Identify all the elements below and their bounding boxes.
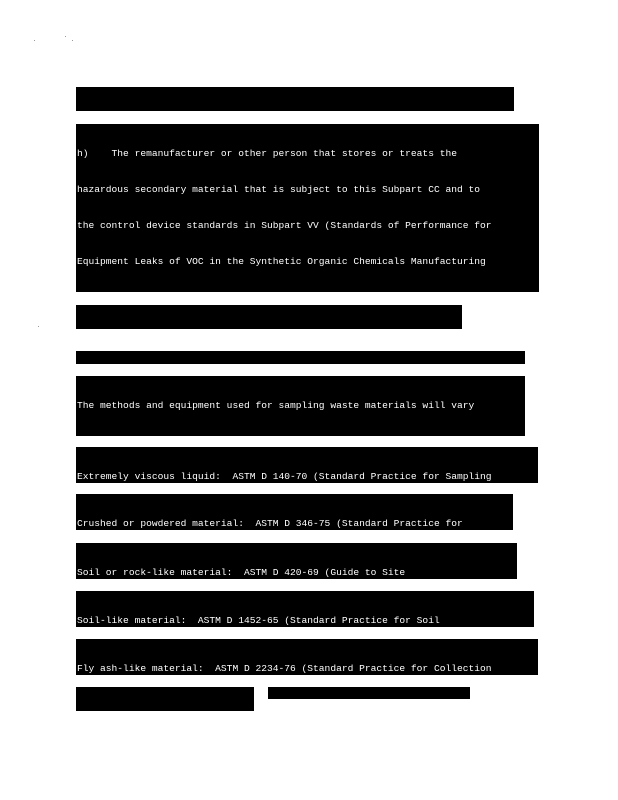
method-item-containerized-label xyxy=(76,687,254,711)
text-line: hazardous secondary material that is subject to this Subpart CC and to xyxy=(77,184,481,195)
text-line: Fly ash-like material: ASTM D 2234-76 (Standard Practice for Collection xyxy=(77,663,492,674)
scan-speck xyxy=(72,40,73,41)
text-line: Crushed or powdered material: ASTM D 346-75 (Standard Practice for xyxy=(77,518,463,529)
source-note xyxy=(76,305,462,329)
paragraph-h xyxy=(76,124,539,292)
scan-speck xyxy=(38,326,39,327)
text-line: Soil or rock-like material: ASTM D 420-69 (Guide to Site xyxy=(77,567,406,578)
text-line: Extremely viscous liquid: ASTM D 140-70 (Standard Practice for Sampling xyxy=(77,471,492,482)
method-item-viscous-liquid xyxy=(76,447,538,483)
section-heading xyxy=(76,351,525,364)
method-item-containerized-sampler xyxy=(268,687,470,699)
method-item-soil-like xyxy=(76,591,534,627)
text-line: The methods and equipment used for sampling waste materials will vary xyxy=(77,400,475,411)
scan-speck xyxy=(34,40,35,41)
appendix-intro xyxy=(76,376,525,436)
paragraph-monitor-continuation xyxy=(76,87,514,111)
method-item-crushed-material xyxy=(76,494,513,530)
method-item-soil-rock xyxy=(76,543,517,579)
method-item-fly-ash xyxy=(76,639,538,675)
text-line: Soil-like material: ASTM D 1452-65 (Standard Practice for Soil xyxy=(77,615,440,626)
text-line: h) The remanufacturer or other person that stores or treats the xyxy=(77,148,457,159)
text-line: Equipment Leaks of VOC in the Synthetic Organic Chemicals Manufacturing xyxy=(77,256,486,267)
scan-speck xyxy=(65,36,66,37)
text-line: the control device standards in Subpart VV (Standards of Performance for xyxy=(77,220,492,231)
